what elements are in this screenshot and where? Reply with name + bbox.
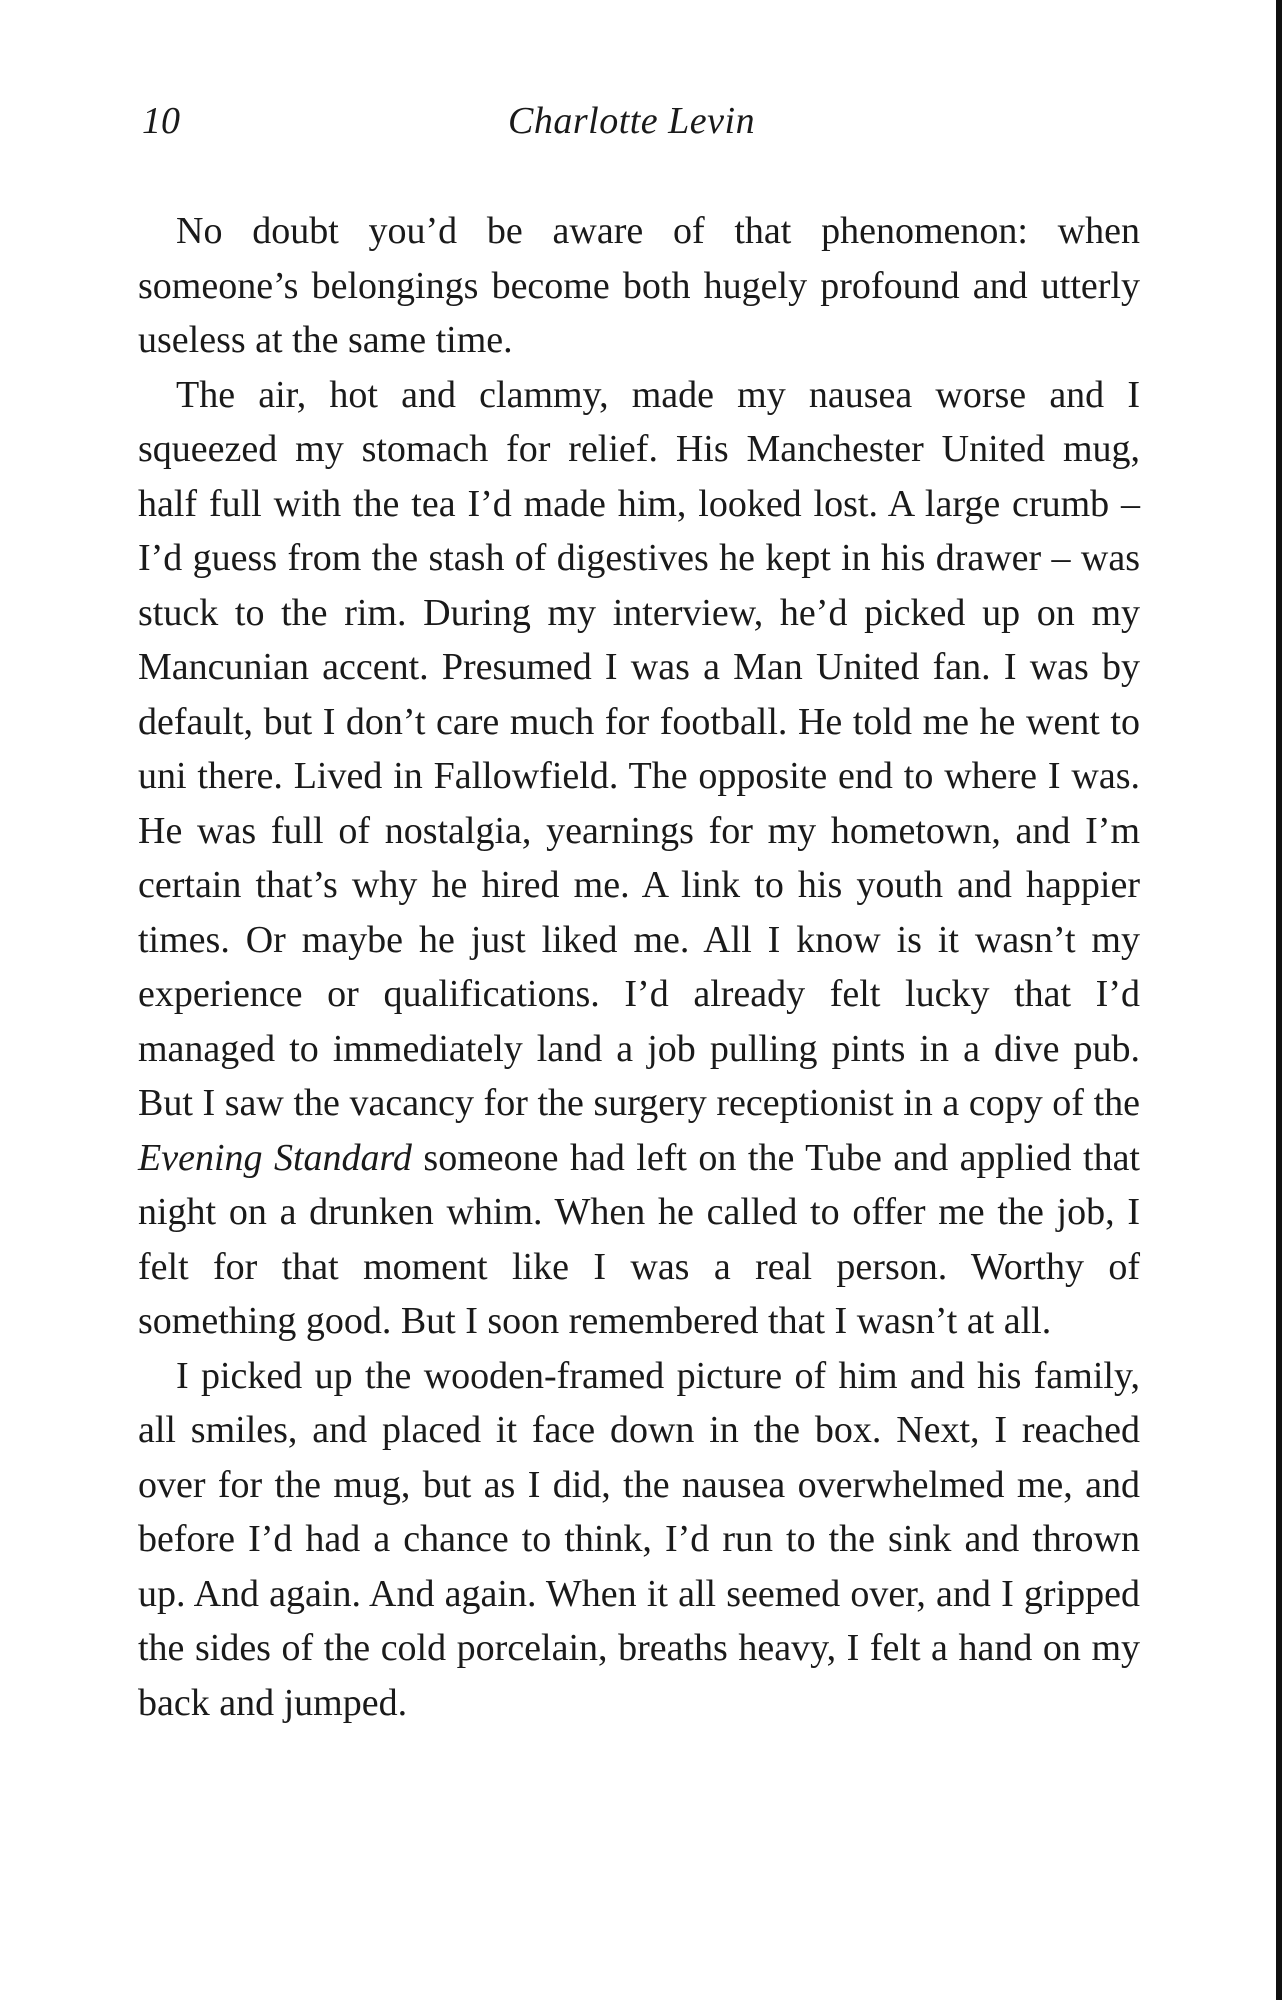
running-head (138, 96, 1138, 146)
body-text (138, 204, 1140, 1730)
paragraph-2-text-a: The air, hot and clammy, made my nausea worse and I squeezed my stomach for relief. His Manchester United mug, half full with the tea I’d made him, looked lost. A large crumb – I’d guess from the stash of digestives he kept in his drawer – was stuck to the rim. During my interview, he’d picked up on my Mancunian accent. Presumed I was a Man United fan. I was by default, but I don’t care much for football. He told me he went to uni there. Lived in Fallowfield. The opposite end to where I was. He was full of nostalgia, yearnings for my hometown, and I’m certain that’s why he hired me. A link to his youth and happier times. Or maybe he just liked me. All I know is it wasn’t my experience or qualifications. I’d already felt lucky that I’d managed to immediately land a job pulling pints in a dive pub. But I saw the vacancy for the surgery receptionist in a copy of the (138, 373, 1140, 1124)
paragraph-2-text-b: someone had left on the Tube and applied that night on a drunken whim. When he called to offer me the job, I felt for that moment like I was a real person. Worthy of something good. But I soon remembered that I wasn’t at all. (138, 1136, 1140, 1342)
page-edge-shadow (1276, 0, 1282, 2000)
paragraph-2 (138, 368, 1140, 1349)
running-title: Charlotte Levin (508, 100, 756, 142)
paragraph-3: I picked up the wooden-framed picture of him and his family, all smiles, and placed it face down in the box. Next, I reached over for the mug, but as I did, the nausea overwhelmed me, and before I’d had a chance to think, I’d run to the sink and thrown up. And again. And again. When it all seemed over, and I gripped the sides of the cold porcelain, breaths heavy, I felt a hand on my back and jumped. (138, 1354, 1140, 1724)
paragraph-1: No doubt you’d be aware of that phenomenon: when someone’s belongings become both hugely profound and utterly useless at the same time. (138, 210, 1140, 361)
newspaper-title: Evening Standard (138, 1136, 412, 1179)
page-number: 10 (142, 100, 180, 142)
